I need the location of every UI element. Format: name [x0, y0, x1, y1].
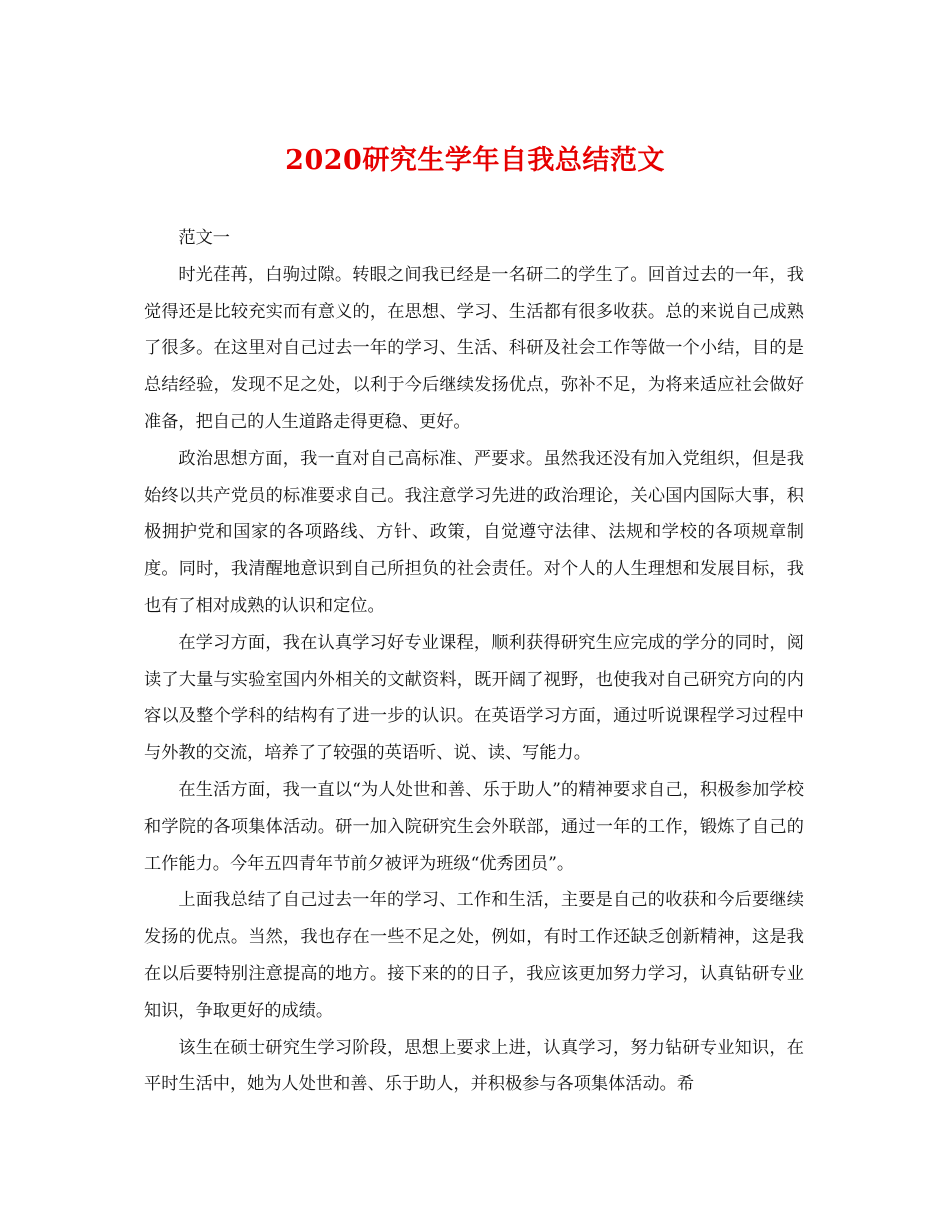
paragraph-political: 政治思想方面，我一直对自己高标准、严要求。虽然我还没有加入党组织，但是我始终以共产党员的标准要求自己。我注意学习先进的政治理论，关心国内国际大事，积极拥护党和国家的各项路线、方针、政策，自觉遵守法律、法规和学校的各项规章制度。同时，我清醒地意识到自己所担负的社会责任。对个人的人生理想和发展目标，我也有了相对成熟的认识和定位。	[144, 448, 804, 616]
paragraph-summary: 上面我总结了自己过去一年的学习、工作和生活，主要是自己的收获和今后要继续发扬的优点。当然，我也存在一些不足之处，例如，有时工作还缺乏创新精神，这是我在以后要特别注意提高的地方。接下来的的日子，我应该更加努力学习，认真钻研专业知识，争取更好的成绩。	[144, 890, 804, 1021]
document-title: 2020研究生学年自我总结范文	[285, 145, 665, 176]
paragraph-evaluation: 该生在硕士研究生学习阶段，思想上要求上进，认真学习，努力钻研专业知识，在平时生活中，她为人处世和善、乐于助人，并积极参与各项集体活动。希	[144, 1037, 804, 1095]
paragraph-study: 在学习方面，我在认真学习好专业课程，顺利获得研究生应完成的学分的同时，阅读了大量与实验室国内外相关的文献资料，既开阔了视野，也使我对自己研究方向的内容以及整个学科的结构有了进一步的认识。在英语学习方面，通过听说课程学习过程中与外教的交流，培养了了较强的英语听、说、读、写能力。	[144, 632, 804, 764]
paragraph-intro: 时光荏苒，白驹过隙。转眼之间我已经是一名研二的学生了。回首过去的一年，我觉得还是比较充实而有意义的，在思想、学习、生活都有很多收获。总的来说自己成熟了很多。在这里对自己过去一年的学习、生活、科研及社会工作等做一个小结，目的是总结经验，发现不足之处，以利于今后继续发扬优点，弥补不足，为将来适应社会做好准备，把自己的人生道路走得更稳、更好。	[144, 264, 804, 432]
paragraph-section-label: 范文一	[178, 228, 230, 248]
document-body	[144, 220, 804, 1103]
paragraph-life: 在生活方面，我一直以“为人处世和善、乐于助人”的精神要求自己，积极参加学校和学院的各项集体活动。研一加入院研究生会外联部，通过一年的工作，锻炼了自己的工作能力。今年五四青年节前夕被评为班级“优秀团员”。	[144, 779, 804, 874]
